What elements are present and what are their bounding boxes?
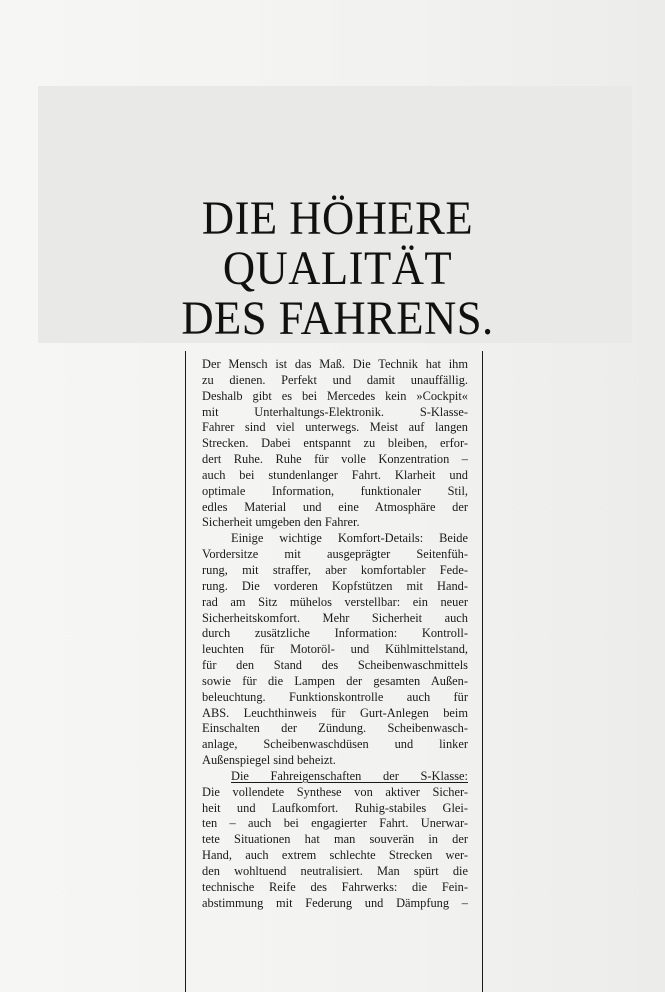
text-line: anlage, Scheibenwaschdüsen und linker	[202, 737, 468, 752]
text-line: Einschalten der Zündung. Scheibenwasch-	[202, 721, 468, 736]
section-heading: Die Fahreigenschaften der S-Klasse:	[231, 768, 468, 783]
text-line: Sicherheit umgeben den Fahrer.	[202, 515, 360, 530]
text-line: ABS. Leuchthinweis für Gurt-Anlegen beim	[202, 705, 468, 720]
column-rule-left	[185, 351, 186, 992]
text-line: durch zusätzliche Information: Kontroll-	[202, 626, 468, 641]
text-line: edles Material und eine Atmosphäre der	[202, 499, 468, 514]
headline-line-1: DIE HÖHERE	[201, 192, 474, 245]
text-line: Vordersitze mit ausgeprägter Seitenfüh-	[202, 547, 468, 562]
section-heading-line	[202, 769, 468, 785]
column-rule-right	[482, 351, 483, 992]
text-line: beleuchtung. Funktionskontrolle auch für	[202, 689, 468, 704]
text-line: Die vollendete Synthese von aktiver Sicher-	[202, 784, 468, 799]
text-line: sowie für die Lampen der gesamten Außen-	[202, 673, 468, 688]
headline-line-3: DES FAHRENS.	[181, 292, 494, 345]
text-line: leuchten für Motoröl- und Kühlmittelstand,	[202, 642, 468, 657]
body-column	[202, 357, 468, 912]
text-line: Deshalb gibt es bei Mercedes kein »Cockpit«	[202, 388, 468, 403]
text-line: rung. Die vorderen Kopfstützen mit Hand-	[202, 578, 468, 593]
text-line: zu dienen. Perfekt und damit unauffällig.	[202, 372, 468, 387]
text-line: Außenspiegel sind beheizt.	[202, 753, 336, 768]
text-line: rung, mit straffer, aber komfortabler Fede-	[202, 562, 468, 577]
text-line: ten – auch bei engagierter Fahrt. Unerwar-	[202, 816, 468, 831]
paragraph-comfort-details	[202, 531, 468, 769]
text-line: tete Situationen hat man souverän in der	[202, 832, 468, 847]
text-line: Strecken. Dabei entspannt zu bleiben, erfor-	[202, 436, 468, 451]
text-line: auch bei stundenlanger Fahrt. Klarheit und	[202, 467, 468, 482]
text-line: Einige wichtige Komfort-Details: Beide	[231, 531, 468, 546]
text-line: technische Reife des Fahrwerks: die Fein-	[202, 879, 468, 894]
text-line: rad am Sitz mühelos verstellbar: ein neuer	[202, 594, 468, 609]
paragraph-driving-characteristics	[202, 769, 468, 912]
text-line: für den Stand des Scheibenwaschmittels	[202, 658, 468, 673]
text-line: mit Unterhaltungs-Elektronik. S-Klasse-	[202, 404, 468, 419]
text-line: Fahrer sind viel unterwegs. Meist auf langen	[202, 420, 468, 435]
headline	[163, 194, 512, 344]
text-line: dert Ruhe. Ruhe für volle Konzentration –	[202, 452, 468, 467]
headline-line-2: QUALITÄT	[222, 242, 453, 295]
text-line: abstimmung mit Federung und Dämpfung –	[202, 895, 468, 910]
text-line: den wohltuend neutralisiert. Man spürt die	[202, 864, 468, 878]
text-line: optimale Information, funktionaler Stil,	[202, 483, 468, 498]
text-line: Sicherheitskomfort. Mehr Sicherheit auch	[202, 610, 468, 625]
text-line: Hand, auch extrem schlechte Strecken wer-	[202, 848, 468, 863]
text-line: Der Mensch ist das Maß. Die Technik hat ihm	[202, 357, 468, 371]
paragraph-intro	[202, 357, 468, 531]
text-line: heit und Laufkomfort. Ruhig-stabiles Glei-	[202, 800, 468, 815]
